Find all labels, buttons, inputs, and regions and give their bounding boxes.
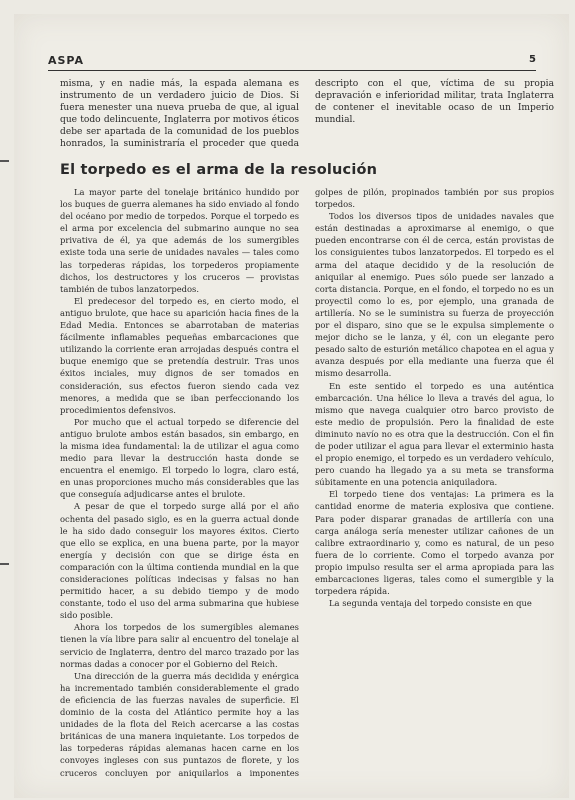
magazine-title: ASPA: [48, 54, 85, 67]
body-paragraph: La mayor parte del tonelaje británico hundido por los buques de guerra alemanes ha sido enviado al fondo del océano por medio de torpedos. Porque el torpedo es el arma por excelencia del submarino aunque no sea privativa de él, ya que además de los sumergibles existe toda una serie de unidades navales — tales como las torpederas rápidas, los torpederos propiamente dichos, los destructores y los cruceros — provistas también de tubos lanzatorpedos.: [60, 187, 299, 294]
binding-hole-mark: [0, 563, 9, 565]
page-header: [48, 56, 536, 71]
body-paragraph: Todos los diversos tipos de unidades navales que están destinadas a aproximarse al enemigo, o que pueden encontrarse con él de cerca, están provistas de los consiguientes tubos lanzatorpedos. El torpedo es el arma del ataque decidido y de la resolución de aniquilar al enemigo. Pues sólo puede ser lanzado a corta distancia. Porque, en el fondo, el torpedo no es un proyectil como lo es, por ejemplo, una granada de artillería. No se le suministra su fuerza de proyección por el disparo, sino que se le expulsa simplemente o mejor dicho se le lanza, y él, con un elegante pero pesado salto de esturión metálico chapotea en el agua y avanza después por ella mediante una fuerza que él mismo desarrolla.: [315, 211, 554, 379]
binding-hole-mark: [0, 160, 9, 162]
page-number: 5: [529, 54, 536, 65]
body-paragraph: El torpedo tiene dos ventajas: La primera es la cantidad enorme de materia explosiva que contiene. Para poder disparar granadas de artillería con una carga análoga sería menester utilizar cañones de un calibre extraordinario y, como es natural, de un peso fuera de lo corriente. Como el torpedo avanza por propio impulso resulta ser el arma apropiada para las embarcaciones ligeras, tales como el sumergible y la torpedera rápida.: [315, 489, 554, 597]
magazine-page: [14, 14, 569, 798]
body-paragraph: La segunda ventaja del torpedo consiste en que: [329, 598, 532, 609]
article-headline: El torpedo es el arma de la resolución: [60, 162, 378, 178]
intro-paragraph: misma, y en nadie más, la espada alemana es instrumento de un verdadero juicio de Dios. Si fuera menester una nueva prueba de que, al igual que todo delincuente, Inglaterra por motivos éticos debe ser apartada de la comunidad de los pueblos honrados, la suministraría el proceder que queda descripto con el que, víctima de su propia depravación e inferioridad militar, trata Inglaterra de contener el inevitable ocaso de un Imperio mundial.: [60, 79, 554, 150]
body-paragraph: El predecesor del torpedo es, en cierto modo, el antiguo brulote, que hace su aparición hacia fines de la Edad Media. Entonces se abarrotaban de materias fácilmente inflamables pequeñas embarcaciones que utilizando la corriente eran arrojadas después contra el buque enemigo que se pretendía destruir. Tras unos éxitos inciales, muy dignos de ser tomados en consideración, sus efectos fueron siendo cada vez menores, a medida que se iban perfeccionando los procedimientos defensivos.: [60, 295, 299, 415]
body-paragraph: Una dirección de la guerra más decidida y enérgica ha incrementado también considerablemente el grado de eficiencia de las fuerzas navales de superficie. El dominio de la costa del Atlántico permite hoy a las unidades de la flota del Reich acercarse a las costas británicas de una manera inquietante. Los torpedos de las torpederas rápidas alemanas hacen carne en los convoyes ingleses con sus puntazos de florete, y los cruceros concluyen por aniquilarlos a imponentes golpes de pilón, propinados también por sus propios torpedos.: [60, 187, 554, 778]
body-paragraph: Por mucho que el actual torpedo se diferencie del antiguo brulote ambos están basados, sin embargo, en la misma idea fundamental: la de utilizar el agua como medio para llevar la destrucción hasta donde se encuentra el enemigo. El torpedo lo logra, claro está, en unas proporciones mucho más considerables que las que conseguía adjudicarse antes el brulote.: [60, 416, 299, 500]
body-paragraph: En este sentido el torpedo es una auténtica embarcación. Una hélice lo lleva a través del agua, lo mismo que navega cualquier otro barco provisto de este medio de propulsión. Pero la finalidad de este diminuto navío no es otra que la destrucción. Con el fin de poder utilizar el agua para llevar el exterminio hasta el propio enemigo, el torpedo es un verdadero vehículo, pero cuando ha llegado ya a su meta se transforma súbitamente en una potencia aniquiladora.: [315, 380, 554, 488]
article-body: [60, 186, 554, 791]
body-paragraph: A pesar de que el torpedo surge allá por el año ochenta del pasado siglo, es en la guerra actual donde le ha sido dado conseguir los mayores éxitos. Cierto que ello se explica, en una buena parte, por la mayor energía y decisión con que se dirige ésta en comparación con la última contienda mundial en la que consideraciones políticas indecisas y falsas no han permitido hacer, a su debido tiempo y de modo constante, todo el uso del arma submarina que hubiese sido posible.: [60, 501, 299, 621]
body-paragraph: Ahora los torpedos de los sumergibles alemanes tienen la vía libre para salir al encuentro del tonelaje al servicio de Inglaterra, dentro del marco trazado por las normas dadas a conocer por el Gobierno del Reich.: [60, 622, 299, 669]
intro-text-block: [60, 78, 554, 158]
